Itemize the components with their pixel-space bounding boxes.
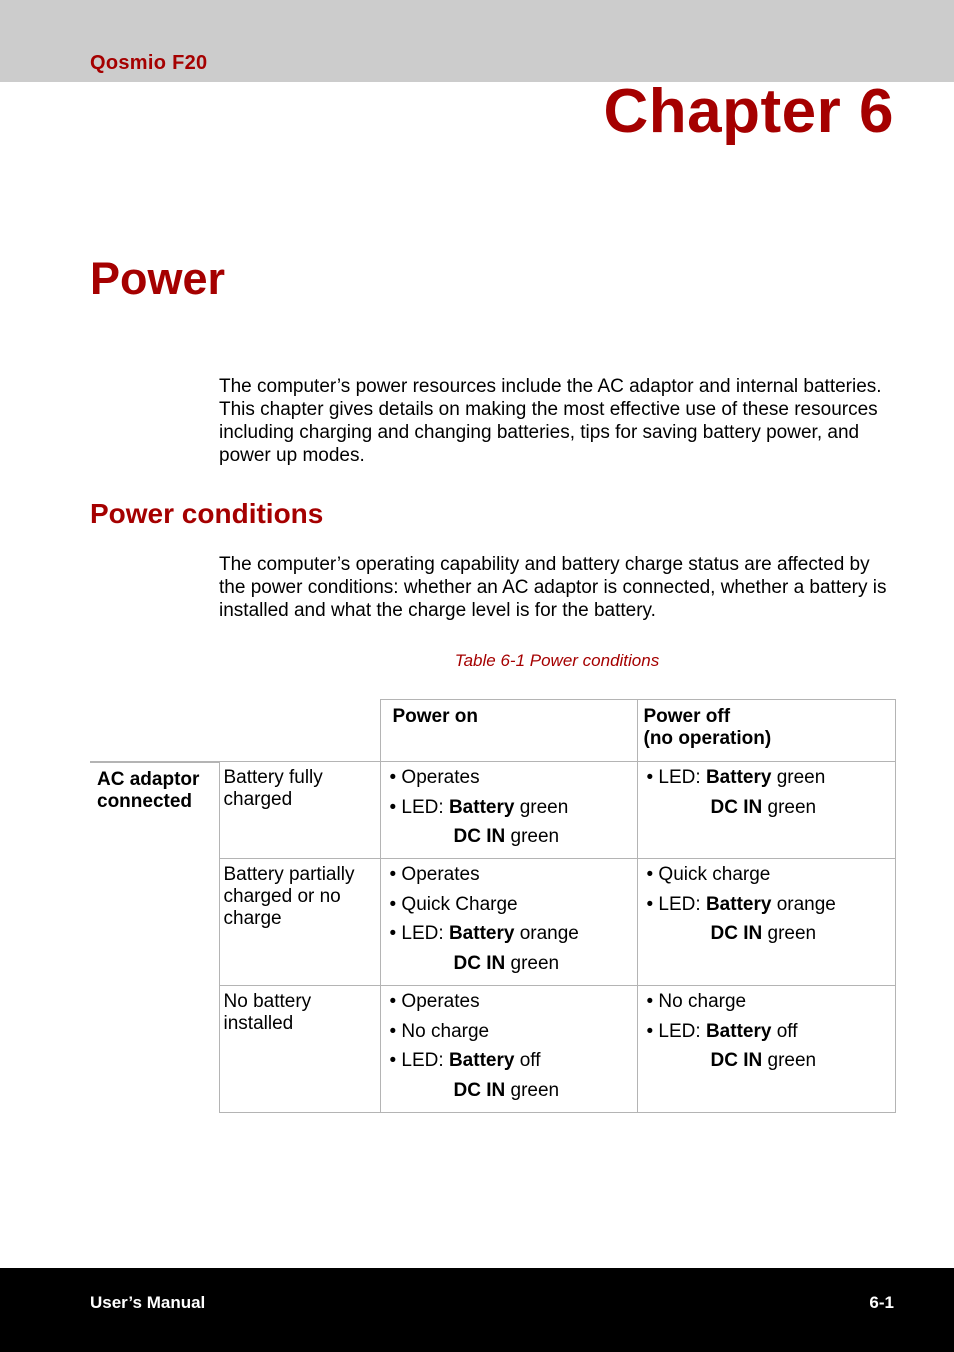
table-row: [90, 762, 895, 859]
status-line: • No charge: [646, 991, 747, 1012]
status-line: • Operates: [389, 991, 480, 1012]
power-on-cell: [380, 986, 637, 1113]
status-line: • Quick Charge: [389, 893, 518, 915]
led-line: • LED: Battery off: [389, 1050, 541, 1071]
dcin-line: DC IN green: [453, 1079, 560, 1101]
status-line: • Quick charge: [646, 864, 771, 885]
power-conditions-table: [90, 699, 896, 1113]
header-empty-cell: [90, 700, 380, 762]
power-off-cell: [637, 762, 895, 859]
footer-bar: [0, 1268, 954, 1352]
footer-manual-title: User’s Manual: [90, 1293, 206, 1312]
dcin-line: DC IN green: [710, 1050, 817, 1071]
table-caption: Table 6-1 Power conditions: [454, 651, 660, 670]
section-heading: Power conditions: [90, 498, 324, 529]
status-line: • No charge: [389, 1020, 490, 1042]
dcin-line: DC IN green: [710, 923, 817, 944]
header-power-on: Power on: [380, 700, 637, 762]
led-line: • LED: Battery orange: [389, 923, 579, 944]
led-line: • LED: Battery green: [646, 767, 826, 788]
dcin-line: DC IN green: [710, 796, 817, 818]
product-name: Qosmio F20: [90, 52, 208, 74]
page-title: Power: [90, 253, 226, 304]
led-line: • LED: Battery green: [389, 796, 569, 818]
dcin-line: DC IN green: [453, 826, 560, 847]
status-line: • Operates: [389, 767, 480, 788]
led-line: • LED: Battery orange: [646, 893, 836, 915]
power-off-cell: [637, 859, 895, 986]
header-power-off-line2: (no operation): [643, 728, 772, 749]
power-on-cell: [380, 859, 637, 986]
row-group-label: AC adaptor connected: [90, 762, 219, 1113]
intro-paragraph: The computer’s power resources include the AC adaptor and internal batteries. This chapter gives details on making the most effective use of these resources including charging and changing batteries, tips for saving battery power, and power up modes.: [219, 376, 882, 466]
dcin-line: DC IN green: [453, 952, 560, 974]
power-off-cell: [637, 986, 895, 1113]
power-on-cell: [380, 762, 637, 859]
condition-cell: Battery fully charged: [219, 762, 380, 859]
condition-cell: Battery partially charged or no charge: [219, 859, 380, 986]
table-header-row: [90, 700, 895, 762]
condition-cell: No battery installed: [219, 986, 380, 1113]
section-paragraph: The computer’s operating capability and battery charge status are affected by the power conditions: whether an AC adaptor is connected, whether a battery is installed and what the charge level is for the battery.: [219, 554, 887, 621]
status-line: • Operates: [389, 864, 480, 885]
header-power-off-line1: Power off: [643, 706, 731, 727]
led-line: • LED: Battery off: [646, 1020, 798, 1042]
chapter-number: Chapter 6: [603, 77, 894, 146]
footer-page-number: 6-1: [869, 1293, 894, 1312]
header-power-off: [637, 700, 895, 762]
